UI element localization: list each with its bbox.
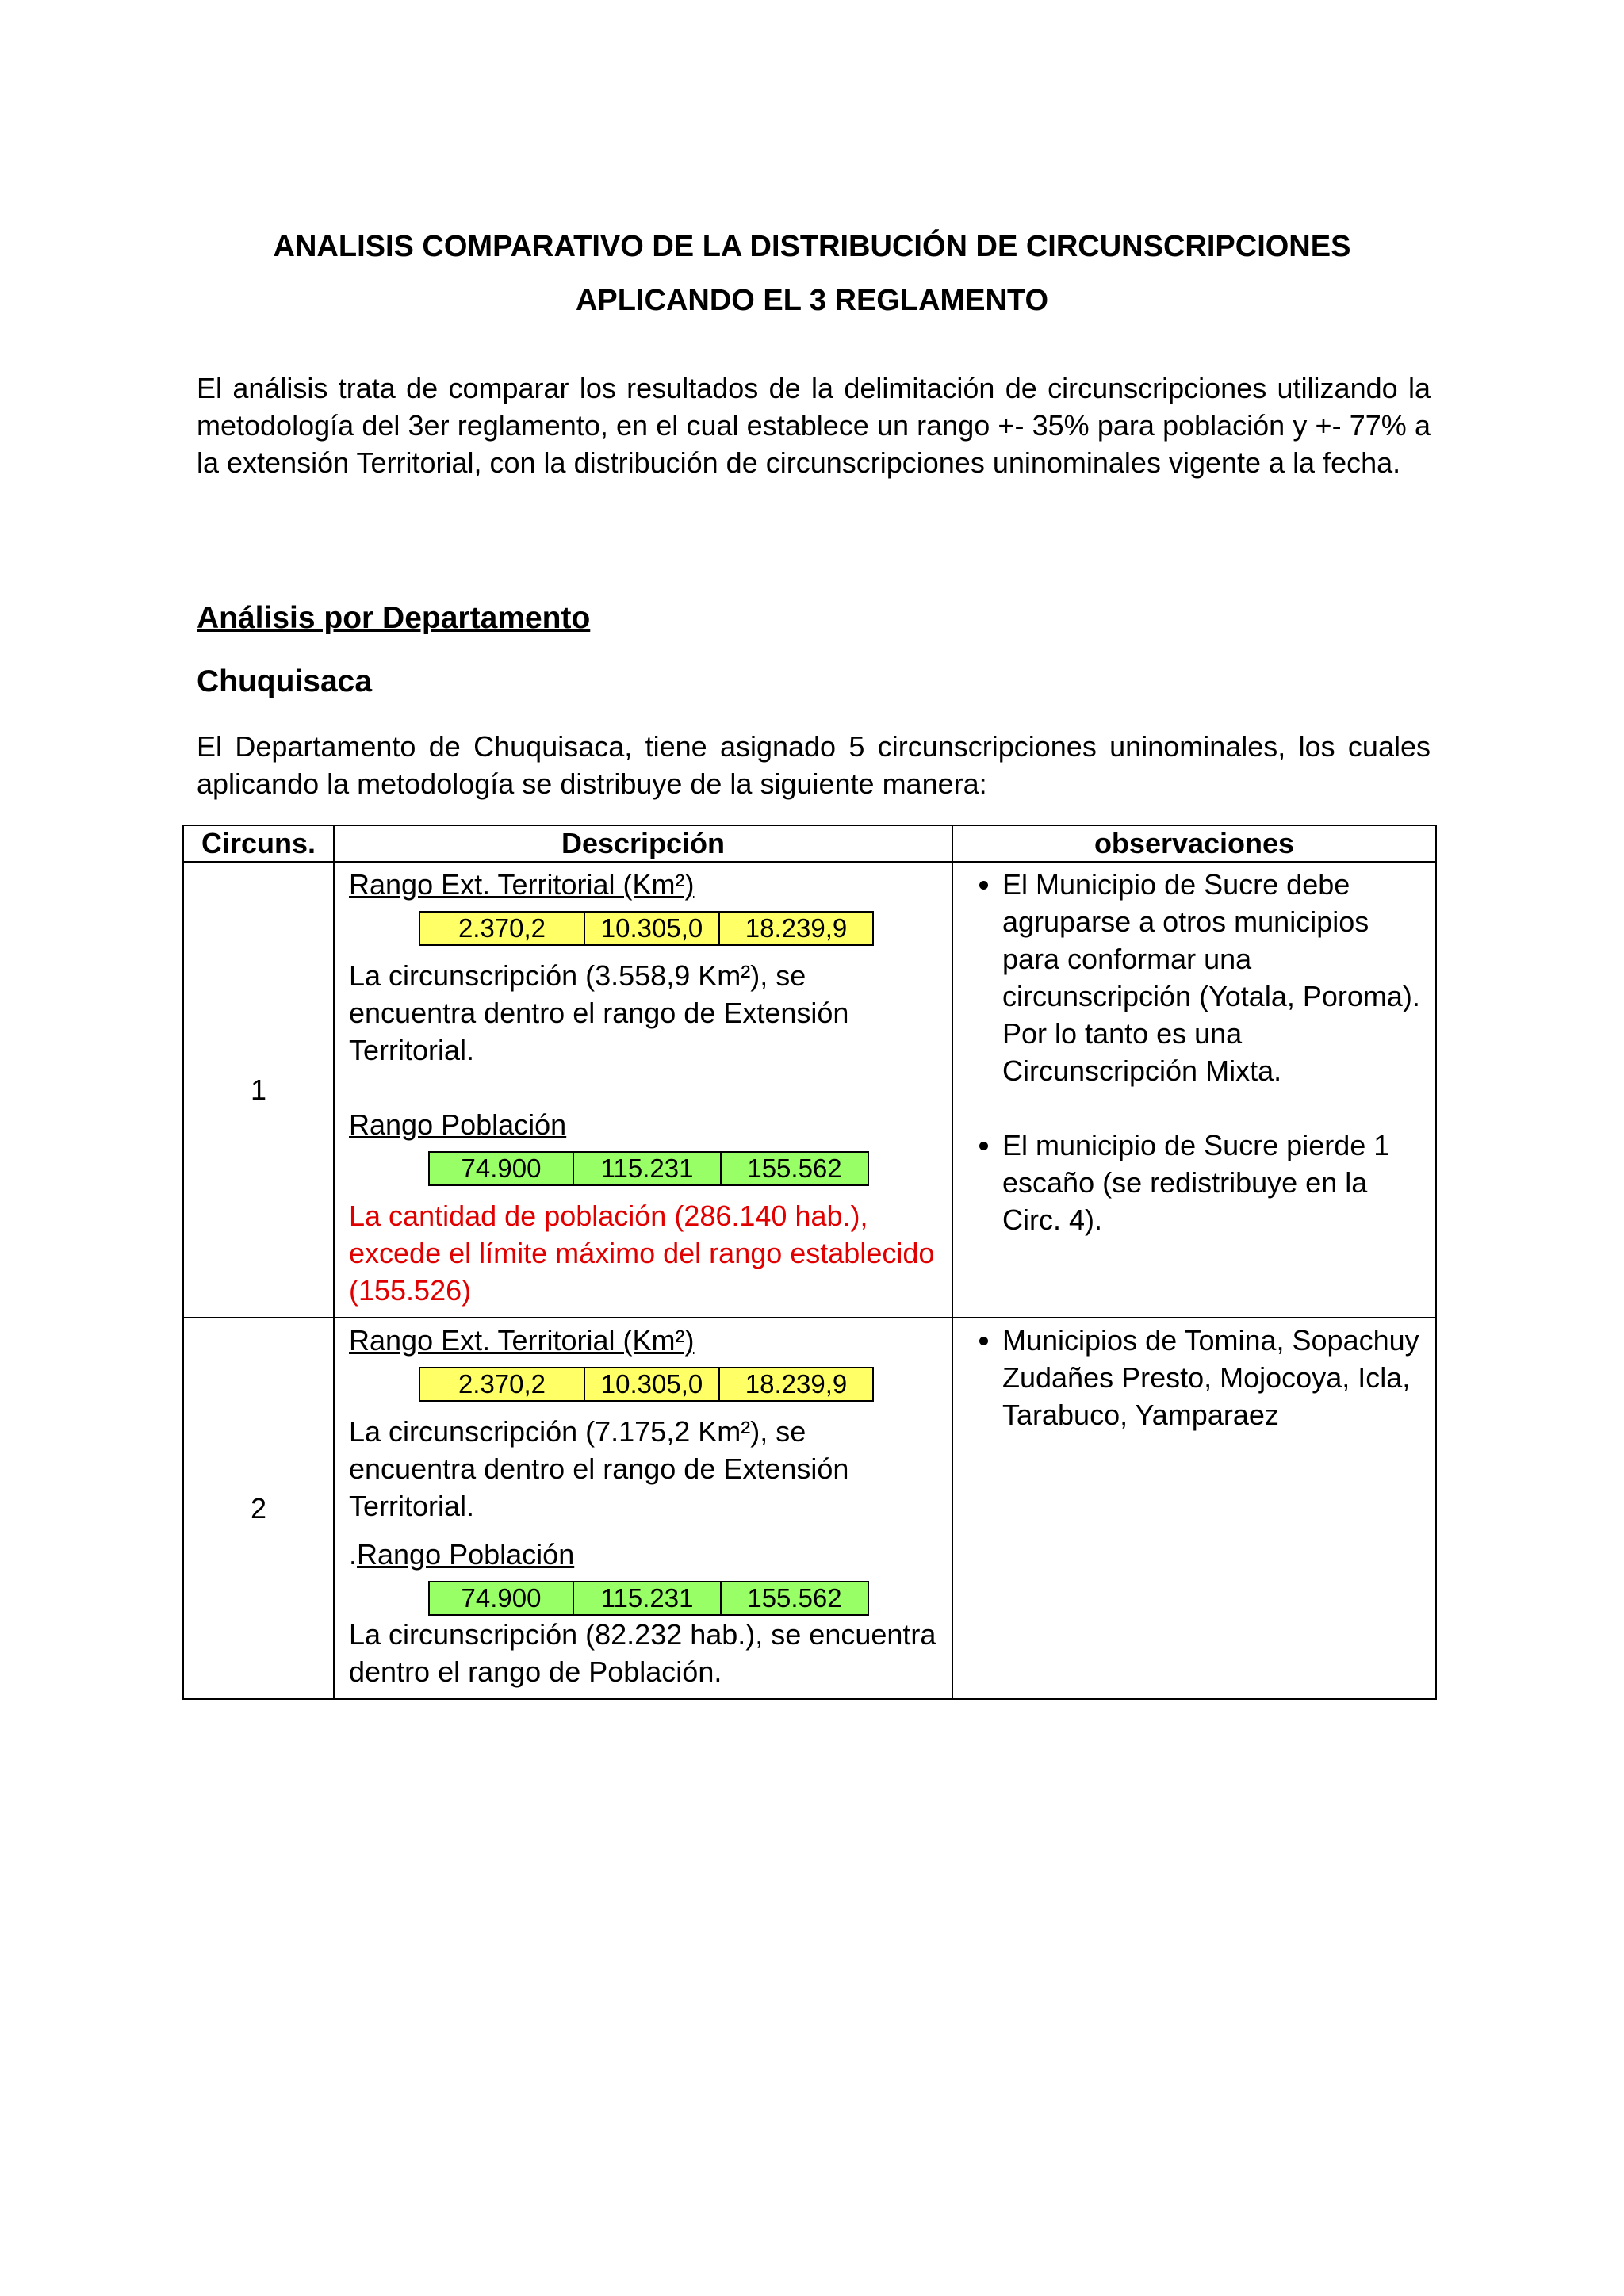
- pop-range-label: Rango Población: [349, 1108, 567, 1141]
- pop-range-text: La circunscripción (82.232 hab.), se encuentra dentro el rango de Población.: [349, 1618, 936, 1688]
- pop-range-max: 155.562: [721, 1582, 868, 1615]
- department-description: El Departamento de Chuquisaca, tiene asignado 5 circunscripciones uninominales, los cuales aplicando la metodología se distribuye de la siguiente manera:: [197, 730, 1431, 800]
- ext-range-text: La circunscripción (3.558,9 Km²), se encuentra dentro el rango de Extensión Territorial.: [349, 959, 849, 1066]
- ext-range-max: 18.239,9: [719, 1368, 873, 1401]
- intro-paragraph: El análisis trata de comparar los resultados de la delimitación de circunscripciones utilizando la metodología del 3er reglamento, en el cual establece un rango +- 35% para población y +- 77% a la extensión Territorial, con la distribución de circunscripciones uninominales vigente a la fecha.: [197, 372, 1431, 479]
- ext-range-max: 18.239,9: [719, 912, 873, 945]
- ext-range-mid: 10.305,0: [584, 912, 719, 945]
- pop-range-heading: [349, 1106, 937, 1143]
- ext-range-table: [419, 911, 874, 946]
- pop-range-mid: 115.231: [573, 1582, 721, 1615]
- department-heading: Chuquisaca: [197, 664, 373, 698]
- ext-range-label: Rango Ext. Territorial (Km²): [349, 868, 695, 901]
- ext-range-text: La circunscripción (7.175,2 Km²), se encuentra dentro el rango de Extensión Territorial.: [349, 1415, 849, 1522]
- header-observaciones: observaciones: [952, 825, 1436, 862]
- circ-number: 1: [183, 862, 334, 1318]
- header-descripcion: Descripción: [334, 825, 952, 862]
- circ-number: 2: [183, 1318, 334, 1699]
- pop-range-prefix: .: [349, 1538, 358, 1571]
- ext-range-min: 2.370,2: [419, 1368, 584, 1401]
- ext-range-mid: 10.305,0: [584, 1368, 719, 1401]
- ext-range-label: Rango Ext. Territorial (Km²): [349, 1324, 695, 1357]
- pop-range-table: [428, 1581, 869, 1616]
- pop-range-max: 155.562: [721, 1152, 868, 1185]
- pop-range-min: 74.900: [429, 1152, 573, 1185]
- pop-range-table: [428, 1151, 869, 1186]
- table-header-row: [183, 825, 1436, 862]
- document-title-line-1: ANALISIS COMPARATIVO DE LA DISTRIBUCIÓN DE CIRCUNSCRIPCIONES: [273, 230, 1351, 263]
- section-heading: Análisis por Departamento: [197, 601, 591, 635]
- header-circuns: Circuns.: [183, 825, 334, 862]
- observation-item: • El municipio de Sucre pierde 1 escaño (se redistribuye en la Circ. 4).: [1002, 1127, 1424, 1238]
- description-cell: [334, 862, 952, 1318]
- pop-range-mid: 115.231: [573, 1152, 721, 1185]
- pop-range-heading: [349, 1536, 937, 1573]
- description-cell: [334, 1318, 952, 1699]
- pop-range-label: Rango Población: [357, 1538, 575, 1571]
- pop-range-min: 74.900: [429, 1582, 573, 1615]
- table-row: [183, 862, 1436, 1318]
- ext-range-min: 2.370,2: [419, 912, 584, 945]
- pop-range-text-warning: La cantidad de población (286.140 hab.), excede el límite máximo del rango establecido (155.526): [349, 1200, 935, 1307]
- document-title-line-2: APLICANDO EL 3 REGLAMENTO: [575, 284, 1049, 317]
- circunscripciones-table: [182, 825, 1437, 1700]
- observations-cell: [952, 862, 1436, 1318]
- ext-range-table: [419, 1367, 874, 1402]
- observations-cell: [952, 1318, 1436, 1699]
- observation-item: • Municipios de Tomina, Sopachuy Zudañes Presto, Mojocoya, Icla, Tarabuco, Yamparaez: [1002, 1322, 1424, 1433]
- observation-item: • El Municipio de Sucre debe agruparse a otros municipios para conformar una circunscripción (Yotala, Poroma). Por lo tanto es una Circunscripción Mixta.: [1002, 866, 1424, 1089]
- table-row: [183, 1318, 1436, 1699]
- observations-list: [964, 866, 1424, 1238]
- observations-list: [964, 1322, 1424, 1433]
